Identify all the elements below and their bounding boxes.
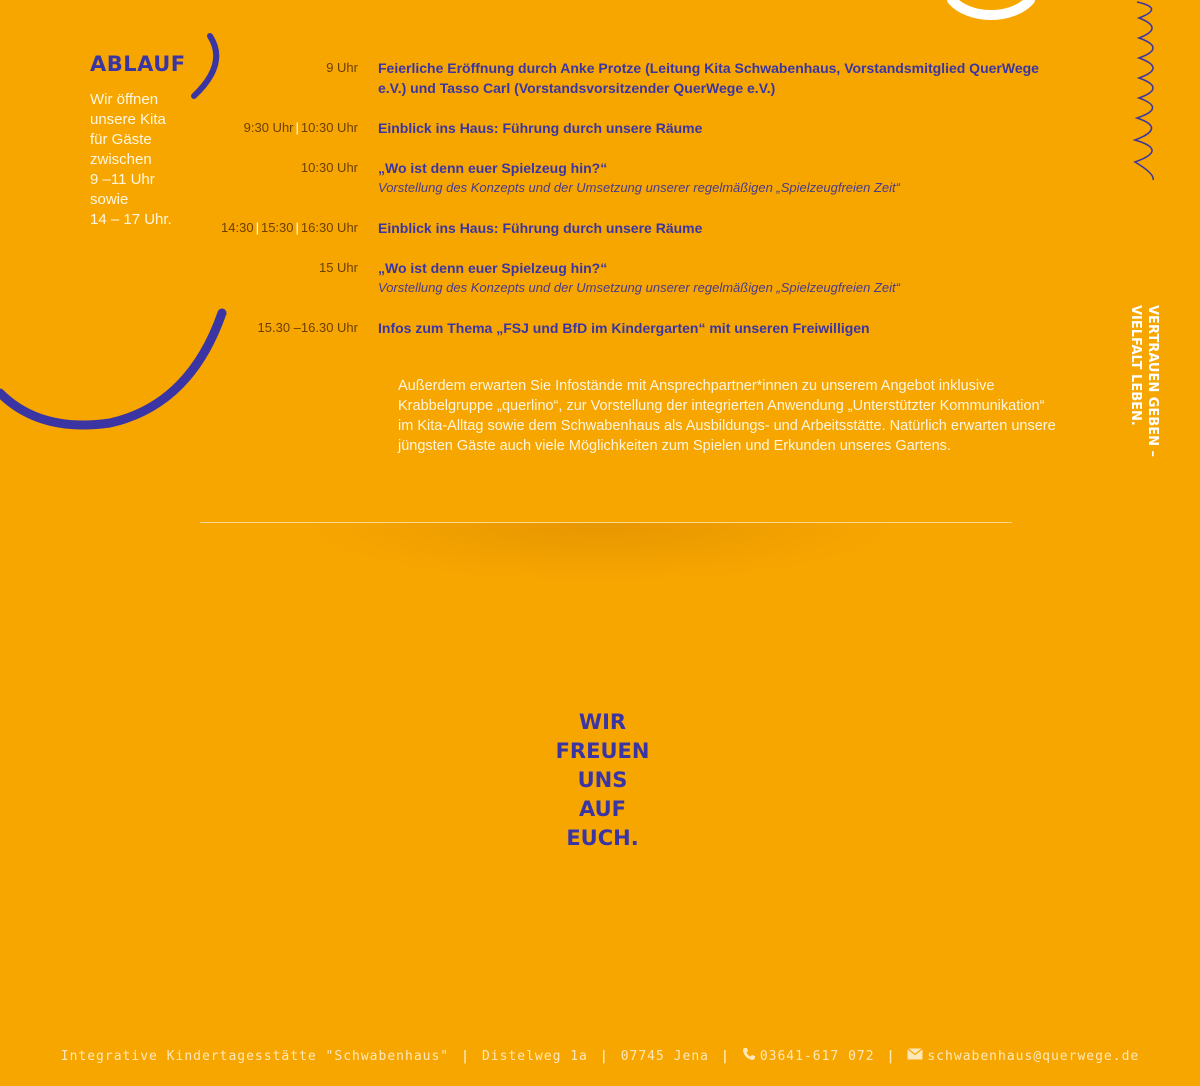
squiggle-decoration [1125, 0, 1169, 185]
footer-separator: | [599, 1048, 609, 1064]
footer-email[interactable]: schwabenhaus@querwege.de [927, 1048, 1140, 1064]
schedule-item [200, 58, 1060, 98]
schedule-title: „Wo ist denn euer Spielzeug hin?“ [378, 260, 608, 276]
closing-line: FREUEN [555, 739, 650, 763]
schedule-entry [378, 258, 1060, 298]
mail-icon [907, 1048, 923, 1064]
intro-line: 14 – 17 Uhr. [90, 211, 172, 228]
phone-icon [742, 1047, 756, 1065]
footer-separator: | [886, 1048, 896, 1064]
closing-message [540, 708, 665, 853]
intro-line: sowie [90, 191, 129, 208]
intro-line: Wir öffnen [90, 91, 159, 108]
footer [0, 1047, 1200, 1065]
intro-line: zwischen [90, 151, 152, 168]
closing-line: WIR [578, 710, 627, 734]
sidebar [90, 52, 200, 230]
schedule-item [200, 158, 1060, 198]
schedule-time: 9 Uhr [326, 60, 358, 75]
closing-line: AUF [578, 797, 626, 821]
schedule-time: 14:30 | 15:30 | 16:30 Uhr [221, 220, 358, 235]
schedule-subtitle: Vorstellung des Konzepts und der Umsetzung unserer regelmäßigen „Spielzeugfreien Zeit“ [378, 180, 900, 195]
closing-line: EUCH. [566, 826, 639, 850]
schedule-entry [378, 58, 1060, 98]
schedule-item [200, 218, 1060, 238]
footer-separator: | [720, 1048, 730, 1064]
schedule-time: 10:30 Uhr [300, 160, 358, 175]
schedule-item [200, 118, 1060, 138]
large-arc-decoration [0, 305, 232, 435]
schedule-time: 9:30 Uhr | 10:30 Uhr [243, 120, 358, 135]
footer-name: Integrative Kindertagesstätte "Schwabenhaus" [60, 1048, 450, 1064]
footer-street: Distelweg 1a [481, 1048, 588, 1064]
schedule-time: 15 Uhr [318, 260, 358, 275]
schedule-title: Einblick ins Haus: Führung durch unsere Räume [378, 220, 703, 236]
closing-line: UNS [577, 768, 628, 792]
schedule-title: Infos zum Thema „FSJ und BfD im Kindergarten“ mit unseren Freiwilligen [378, 320, 870, 336]
schedule-subtitle: Vorstellung des Konzepts und der Umsetzung unserer regelmäßigen „Spielzeugfreien Zeit“ [378, 280, 900, 295]
schedule-title: Einblick ins Haus: Führung durch unsere Räume [378, 120, 703, 136]
schedule-time: 15.30 –16.30 Uhr [257, 320, 358, 335]
additional-info-text: Außerdem erwarten Sie Infostände mit Ansprechpartner*innen zu unserem Angebot inklusive Krabbelgruppe „querlino“, zur Vorstellung der integrierten Anwendung „Unterstützter Kommunikation“ im Kita-Alltag sowie dem Schwabenhaus als Ausbildungs- und Arbeitsstätte. Natürlich erwarten unsere jüngsten Gäste auch viele Möglichkeiten zum Spielen und Erkunden unseres Gartens. [398, 378, 1056, 454]
intro-line: unsere Kita [90, 111, 166, 128]
schedule-item [200, 258, 1060, 298]
footer-separator: | [461, 1048, 470, 1064]
footer-city: 07745 Jena [620, 1048, 709, 1064]
slogan-text: VERTRAUEN GEBEN – VIELFALT LEBEN. [1128, 305, 1160, 457]
schedule-entry [378, 318, 1060, 338]
footer-phone[interactable]: 03641-617 072 [759, 1048, 875, 1064]
schedule-entry [378, 158, 1060, 198]
intro-line: 9 –11 Uhr [90, 171, 155, 188]
intro-line: für Gäste [90, 131, 152, 148]
schedule-entry [378, 118, 1060, 138]
schedule-title: „Wo ist denn euer Spielzeug hin?“ [378, 160, 608, 176]
schedule-list [200, 58, 1060, 358]
vertical-slogan [1125, 305, 1161, 475]
schedule-entry [378, 218, 1060, 238]
top-ring-decoration [940, 0, 1040, 32]
schedule-item [200, 318, 1060, 338]
section-heading: ABLAUF [90, 52, 186, 76]
divider-shadow [300, 523, 900, 583]
opening-hours-text [90, 90, 180, 230]
schedule-title: Feierliche Eröffnung durch Anke Protze (Leitung Kita Schwabenhaus, Vorstandsmitglied QuerWege e.V.) und Tasso Carl (Vorstandsvorsitzender QuerWege e.V.) [378, 60, 1039, 96]
